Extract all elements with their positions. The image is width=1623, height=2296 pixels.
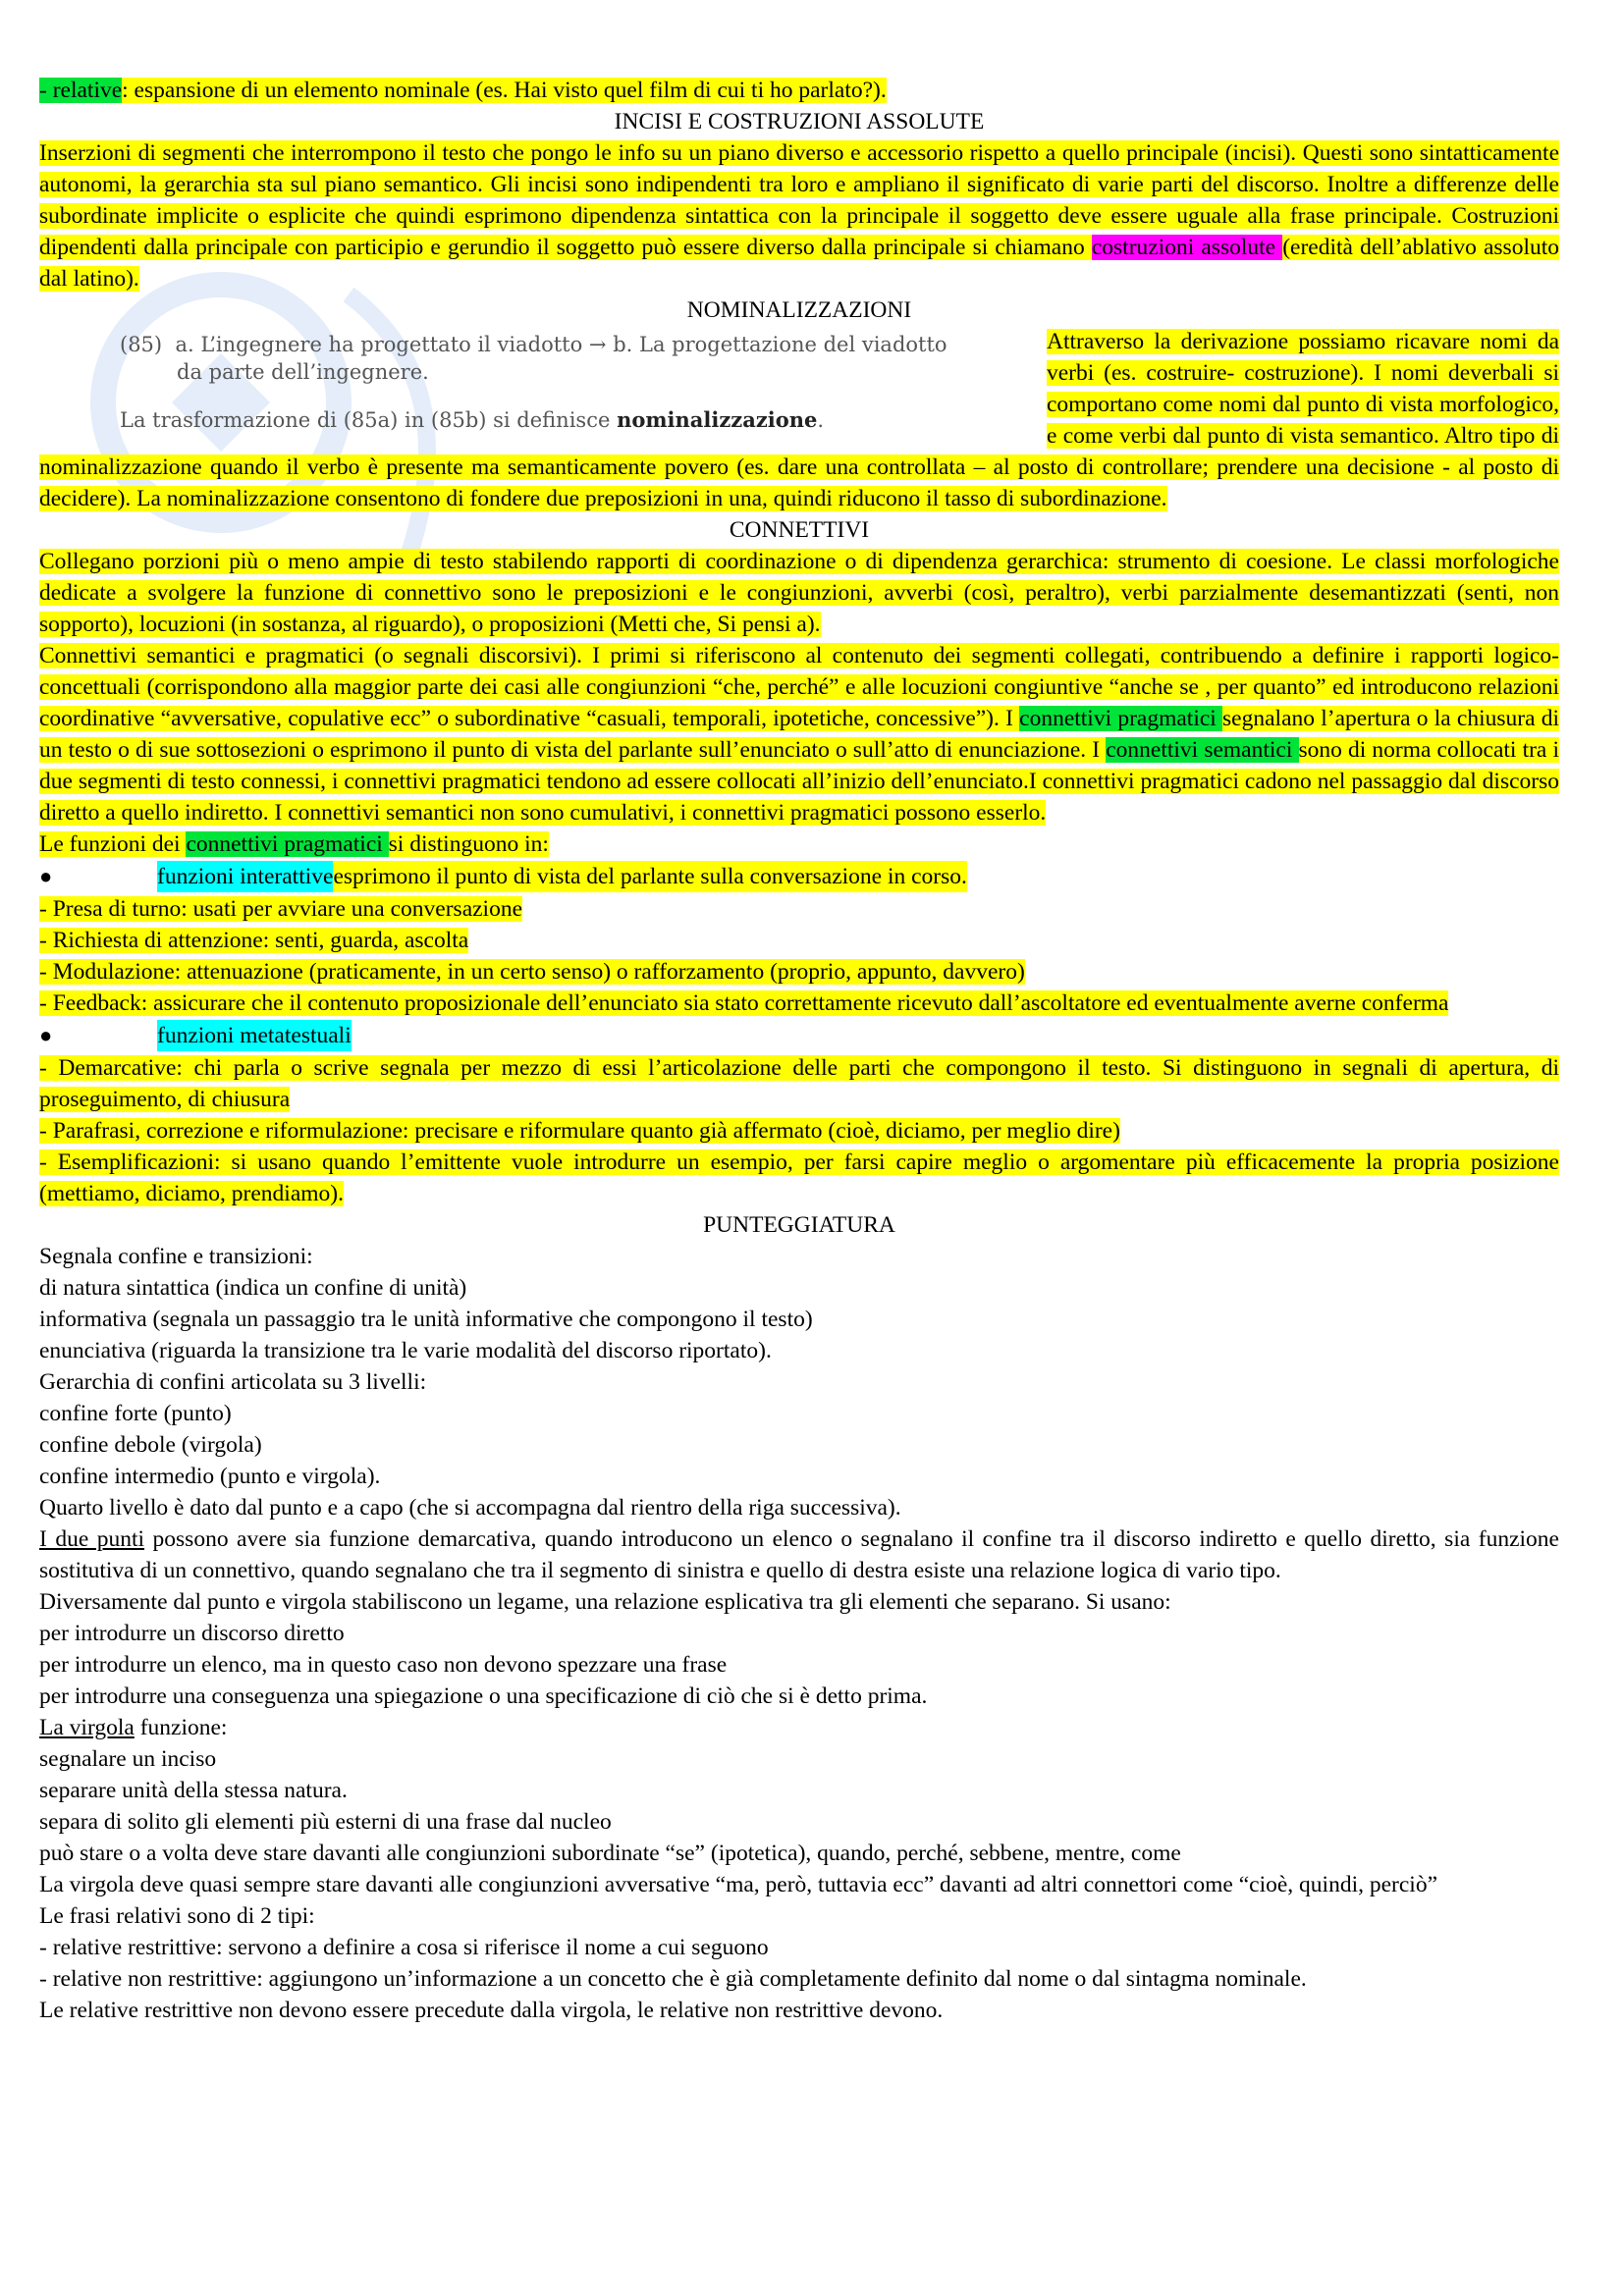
- relative-line: [39, 75, 1559, 106]
- punt-line: Le relative restrittive non devono essere precedute dalla virgola, le relative non restrittive devono.: [39, 1998, 944, 2023]
- punt-line: informativa (segnala un passaggio tra le unità informative che compongono il testo): [39, 1307, 813, 1332]
- punt-line: confine forte (punto): [39, 1401, 232, 1426]
- punt-line: per introdurre una conseguenza una spiegazione o una specificazione di ciò che si è detto prima.: [39, 1683, 928, 1709]
- document-page: [39, 75, 1559, 2026]
- incisi-text-a: Inserzioni di segmenti che interrompono il testo che pongo le info su un piano diverso e accessorio rispetto a quello principale (incisi). Questi sono sintatticamente autonomi, la gerarchia sta sul piano semantico. Gli incisi sono indipendenti tra loro e ampliano il significato di varie parti del discorso. Inoltre a differenze delle subordinate implicite o esplicite che quindi esprimono dipendenza sintattica con la principale il soggetto deve essere uguale alla frase principale. Costruzioni dipendenti dalla principale con participio e gerundio il soggetto può essere diverso dalla principale si chiamano: [39, 140, 1559, 260]
- figure-caption-bold: nominalizzazione: [617, 407, 818, 432]
- figure-line-2: da parte dell’ingegnere.: [177, 360, 429, 384]
- punt-line: per introdurre un discorso diretto: [39, 1621, 345, 1646]
- figure-caption-a: La trasformazione di (85a) in (85b) si definisce: [120, 408, 618, 432]
- punt-line: separare unità della stessa natura.: [39, 1778, 348, 1803]
- interattive-item: [39, 925, 1559, 956]
- relative-label: - relative: [39, 78, 123, 103]
- funzioni-metatestuali-label: funzioni metatestuali: [157, 1020, 352, 1051]
- connettivi-text-1: Collegano porzioni più o meno ampie di testo stabilendo rapporti di coordinazione o di dipendenza gerarchica: strumento di coesione. Le classi morfologiche dedicate a svolgere la funzione di connettivo sono le preposizioni e le congiunzioni, avverbi (così, peraltro), verbi parzialmente desemantizzati (senti, non sopporto), locuzioni (in sostanza, al riguardo), o proposizioni (Metti che, Si pensi a).: [39, 549, 1559, 637]
- virgola-label: La virgola: [39, 1715, 135, 1740]
- costruzioni-assolute-highlight: costruzioni assolute: [1091, 235, 1283, 260]
- item-text: - Modulazione: attenuazione (praticamente, in un certo senso) o rafforzamento (proprio, appunto, davvero): [39, 959, 1025, 985]
- bullet-icon: ●: [39, 1023, 53, 1047]
- interattive-item: [39, 893, 1559, 925]
- funzioni-interattive-label: funzioni interattive: [157, 861, 333, 892]
- connettivi-text-2c: segnalano l’apertura o la chiusura di un testo o di sue sottosezioni o esprimono il punto di vista del parlante sull’enunciato o sull’atto di enunciazione. I: [39, 706, 1559, 763]
- connettivi-text-2a: Connettivi semantici e pragmatici (o segnali discorsivi). I primi si riferiscono al contenuto dei segmenti collegati, contribuendo a definire i rapporti logico-concettuali (corrispondono alla maggior parte dei casi alle congiunzioni “che, perché” e alle locuzioni congiuntive “anche se , per quanto” ed introducono relazioni coordinative “avversative,: [39, 643, 1559, 731]
- metatestuali-item: [39, 1147, 1559, 1209]
- virgola-text: funzione:: [134, 1715, 228, 1740]
- item-text: - Esemplificazioni: si usano quando l’emittente vuole introdurre un esempio, per farsi capire meglio o argomentare più efficacemente la propria posizione (mettiamo, diciamo, prendiamo).: [39, 1149, 1559, 1206]
- bullet-metatestuali: [39, 1019, 1559, 1052]
- punt-line: confine debole (virgola): [39, 1432, 262, 1458]
- figure-example-a: a. L’ingegnere ha progettato il viadotto → b. La progettazione del viadotto: [175, 333, 947, 356]
- due-punti-label: I due punti: [39, 1526, 145, 1552]
- bullet-interattive: [39, 860, 1559, 893]
- punt-line: Segnala confine e transizioni:: [39, 1244, 313, 1269]
- punt-line: Le frasi relativi sono di 2 tipi:: [39, 1903, 315, 1929]
- incisi-text-b: (eredità dell’ablativo assoluto dal latino).: [39, 235, 1559, 292]
- nominalizzazioni-block: [39, 326, 1559, 514]
- connettivi-paragraph-2: [39, 640, 1559, 828]
- funzioni-interattive-text: esprimono il punto di vista del parlante sulla conversazione in corso.: [333, 861, 966, 892]
- heading-punteggiatura: PUNTEGGIATURA: [703, 1212, 895, 1238]
- item-text: - Feedback: assicurare che il contenuto proposizionale dell’enunciato sia stato correttamente ricevuto dall’ascoltatore ed eventualmente averne conferma: [39, 990, 1449, 1016]
- interattive-item: [39, 988, 1559, 1019]
- connettivi-paragraph-3: [39, 828, 1559, 860]
- connettivi-text-2b: copulative ecc” o subordinative “casuali, temporali, ipotetiche, concessive”). I: [288, 706, 1020, 731]
- incisi-paragraph: [39, 137, 1559, 294]
- item-text: - Richiesta di attenzione: senti, guarda, ascolta: [39, 928, 469, 953]
- relative-text: : espansione di un elemento nominale (es. Hai visto quel film di cui ti ho parlato?).: [122, 78, 887, 103]
- heading-incisi: INCISI E COSTRUZIONI ASSOLUTE: [614, 109, 985, 134]
- heading-connettivi: CONNETTIVI: [729, 517, 870, 543]
- punt-line: Gerarchia di confini articolata su 3 livelli:: [39, 1369, 427, 1395]
- punt-line: Quarto livello è dato dal punto e a capo (che si accompagna dal rientro della riga successiva).: [39, 1495, 901, 1521]
- metatestuali-item: [39, 1115, 1559, 1147]
- nominalizzazioni-text: Attraverso la derivazione possiamo ricavare nomi da verbi (es. costruire- costruzione). I nomi deverbali si comportano come nomi dal punto di vista morfologico, e come verbi dal punto di vista semantico. Altro tipo di nominalizzazione quando il verbo è presente ma semanticamente povero (es. dare una controllata – al posto di controllare; prendere una decisione - al posto di decidere). La nominalizzazione consentono di fondere due preposizioni in una, quindi riducono il tasso di subordinazione.: [39, 329, 1559, 511]
- item-text: - Parafrasi, correzione e riformulazione: precisare e riformulare quanto già affermato (cioè, diciamo, per meglio dire): [39, 1118, 1120, 1144]
- punt-line: - relative non restrittive: aggiungono un’informazione a un concetto che è già completamente definito dal nome o dal sintagma nominale.: [39, 1966, 1307, 1992]
- connettivi-semantici-highlight: connettivi semantici: [1106, 737, 1299, 763]
- item-text: - Demarcative: chi parla o scrive segnala per mezzo di essi l’articolazione delle parti che compongono il testo. Si distinguono in segnali di apertura, di proseguimento, di chiusura: [39, 1055, 1559, 1112]
- connettivi-pragmatici-highlight-2: connettivi pragmatici: [186, 831, 389, 857]
- interattive-item: [39, 956, 1559, 988]
- example-figure: [39, 326, 1031, 452]
- figure-line-3: [120, 406, 824, 434]
- connettivi-text-3a: Le funzioni dei: [39, 831, 187, 857]
- connettivi-paragraph-1: [39, 546, 1559, 640]
- punt-line: Diversamente dal punto e virgola stabiliscono un legame, una relazione esplicativa tra gli elementi che separano. Si usano:: [39, 1589, 1171, 1615]
- connettivi-pragmatici-highlight: connettivi pragmatici: [1019, 706, 1223, 731]
- punt-line: può stare o a volta deve stare davanti alle congiunzioni subordinate “se” (ipotetica), quando, perché, sebbene, mentre, come: [39, 1841, 1181, 1866]
- virgola-line: [39, 1712, 1559, 1743]
- metatestuali-item: [39, 1052, 1559, 1115]
- punt-line: segnalare un inciso: [39, 1746, 217, 1772]
- item-text: - Presa di turno: usati per avviare una conversazione: [39, 896, 523, 922]
- figure-line-1: [120, 332, 947, 358]
- punt-line: di natura sintattica (indica un confine di unità): [39, 1275, 467, 1301]
- bullet-icon: ●: [39, 864, 53, 888]
- punt-line: La virgola deve quasi sempre stare davanti alle congiunzioni avversative “ma, però, tuttavia ecc” davanti ad altri connettori come “cioè, quindi, perciò”: [39, 1872, 1437, 1897]
- figure-number: (85): [120, 333, 163, 356]
- due-punti-text: possono avere sia funzione demarcativa, quando introducono un elenco o segnalano il confine tra il discorso indiretto e quello diretto, sia funzione sostitutiva di un connettivo, quando segnalano che tra il segmento di sinistra e quello di destra esiste una relazione logica di vario tipo.: [39, 1526, 1559, 1583]
- punt-line: separa di solito gli elementi più esterni di una frase dal nucleo: [39, 1809, 612, 1835]
- connettivi-text-2d: sono di norma collocati tra i due segmenti di testo connessi, i connettivi pragmatici tendono ad essere collocati all’inizio dell’enunciato.I connettivi pragmatici cadono nel passaggio dal discorso diretto a quello indiretto. I connettivi semantici non sono cumulativi, i connettivi pragmatici possono esserlo.: [39, 737, 1560, 826]
- figure-caption-end: .: [817, 408, 825, 432]
- punt-line: - relative restrittive: servono a definire a cosa si riferisce il nome a cui seguono: [39, 1935, 769, 1960]
- connettivi-text-3b: si distinguono in:: [388, 831, 549, 857]
- due-punti-paragraph: [39, 1523, 1559, 1586]
- heading-nominalizzazioni: NOMINALIZZAZIONI: [686, 297, 912, 323]
- punt-line: confine intermedio (punto e virgola).: [39, 1464, 381, 1489]
- punt-line: per introdurre un elenco, ma in questo caso non devono spezzare una frase: [39, 1652, 728, 1678]
- punt-line: enunciativa (riguarda la transizione tra le varie modalità del discorso riportato).: [39, 1338, 772, 1363]
